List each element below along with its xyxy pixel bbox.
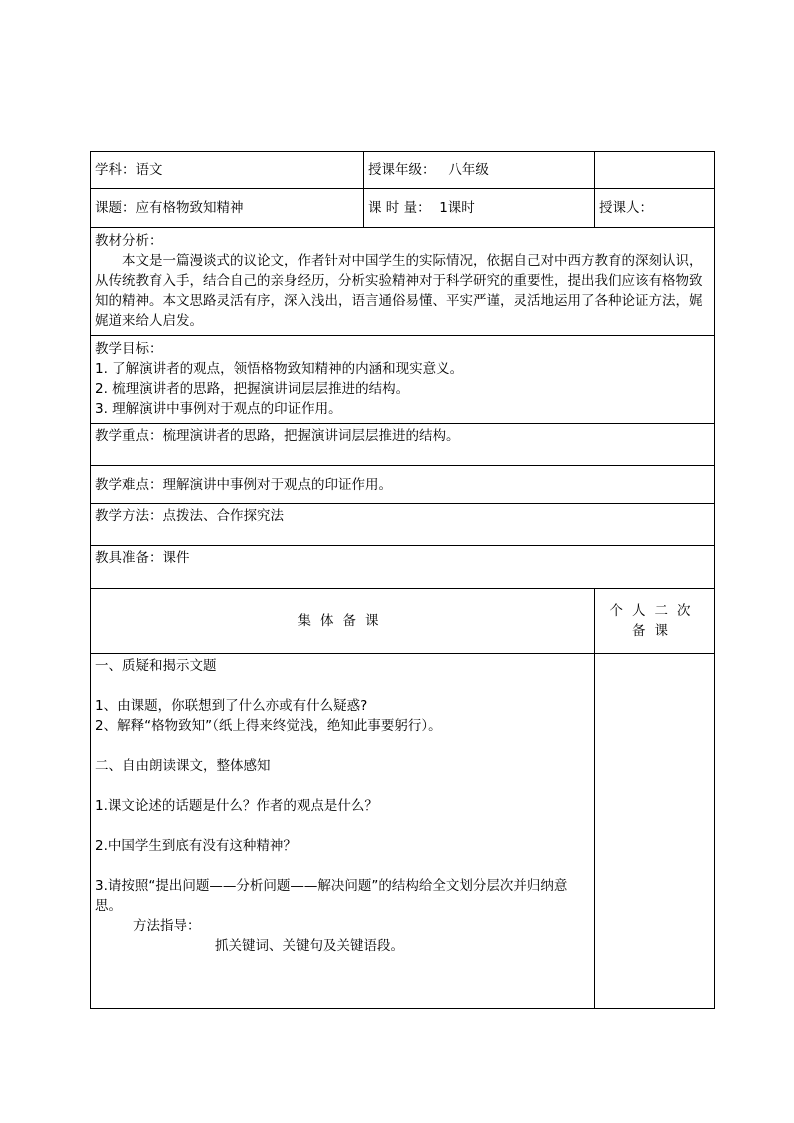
analysis-body: 本文是一篇漫谈式的议论文，作者针对中国学生的实际情况，依据自己对中西方教育的深刻认识，从传统教育入手，结合自己的亲身经历，分析实验精神对于科学研究的重要性，提出我们应该有格物致知的精神。本文思路灵活有序，深入浅出，语言通俗易懂、平实严谨，灵活地运用了各种论证方法，娓娓道来给人启发。	[95, 253, 703, 329]
method-guidance-text: 抓关键词、关键句及关键语段。	[215, 938, 404, 954]
spacer	[95, 816, 590, 836]
collective-heading: 集体备课	[91, 589, 595, 654]
grade-cell	[364, 152, 595, 189]
hours-value: 1课时	[439, 200, 475, 216]
key-point-row	[91, 424, 715, 466]
spacer	[95, 856, 590, 876]
grade-value: 八年级	[448, 162, 489, 178]
section-1-question-1: 1、由课题，你联想到了什么亦或有什么疑惑?	[95, 698, 368, 714]
difficulty-cell: 教学难点：理解演讲中事例对于观点的印证作用。	[91, 466, 715, 504]
tools-row	[91, 546, 715, 589]
tools-cell: 教具准备：课件	[91, 546, 715, 589]
personal-heading-line-1: 个人二次	[609, 603, 700, 619]
objective-item-2: 2. 梳理演讲者的思路，把握演讲词层层推进的结构。	[95, 381, 410, 397]
method-row	[91, 504, 715, 546]
columns-row	[91, 589, 715, 654]
section-2-title: 二、自由朗读课文，整体感知	[95, 758, 271, 774]
hours-label: 课 时 量：	[368, 200, 431, 216]
topic-cell: 课题：应有格物致知精神	[91, 189, 364, 228]
hours-cell	[364, 189, 595, 228]
content-row	[91, 654, 715, 1009]
spacer	[95, 736, 590, 756]
section-1-question-2: 2、解释“格物致知”（纸上得来终觉浅，绝知此事要躬行）。	[95, 718, 442, 734]
collective-content	[91, 654, 595, 1009]
spacer	[95, 676, 590, 696]
difficulty-row	[91, 466, 715, 504]
teacher-cell: 授课人：	[595, 189, 715, 228]
subject-cell: 学科：语文	[91, 152, 364, 189]
lesson-plan-page	[90, 151, 714, 1010]
header-row-1	[91, 152, 715, 189]
section-2-question-1: 1.课文论述的话题是什么？作者的观点是什么？	[95, 798, 378, 814]
objectives-row	[91, 336, 715, 424]
objective-item-3: 3. 理解演讲中事例对于观点的印证作用。	[95, 401, 342, 417]
grade-label: 授课年级：	[368, 162, 436, 178]
empty-cell	[595, 152, 715, 189]
personal-heading-line-2: 备课	[632, 623, 677, 639]
key-point-cell: 教学重点：梳理演讲者的思路，把握演讲词层层推进的结构。	[91, 424, 715, 466]
section-1-title: 一、质疑和揭示文题	[95, 658, 217, 674]
personal-content	[595, 654, 715, 1009]
section-2-question-3: 3.请按照“提出问题——分析问题——解决问题”的结构给全文划分层次并归纳意思。	[95, 878, 568, 914]
section-2-question-2: 2.中国学生到底有没有这种精神？	[95, 838, 297, 854]
analysis-title: 教材分析：	[95, 233, 163, 249]
analysis-row	[91, 228, 715, 336]
lesson-plan-table	[90, 151, 715, 1009]
objective-item-1: 1. 了解演讲者的观点，领悟格物致知精神的内涵和现实意义。	[95, 361, 464, 377]
method-cell: 教学方法：点拨法、合作探究法	[91, 504, 715, 546]
analysis-cell	[91, 228, 715, 336]
spacer	[95, 776, 590, 796]
method-guidance-label: 方法指导：	[133, 918, 201, 934]
objectives-title: 教学目标：	[95, 341, 163, 357]
personal-heading	[595, 589, 715, 654]
header-row-2	[91, 189, 715, 228]
objectives-cell	[91, 336, 715, 424]
